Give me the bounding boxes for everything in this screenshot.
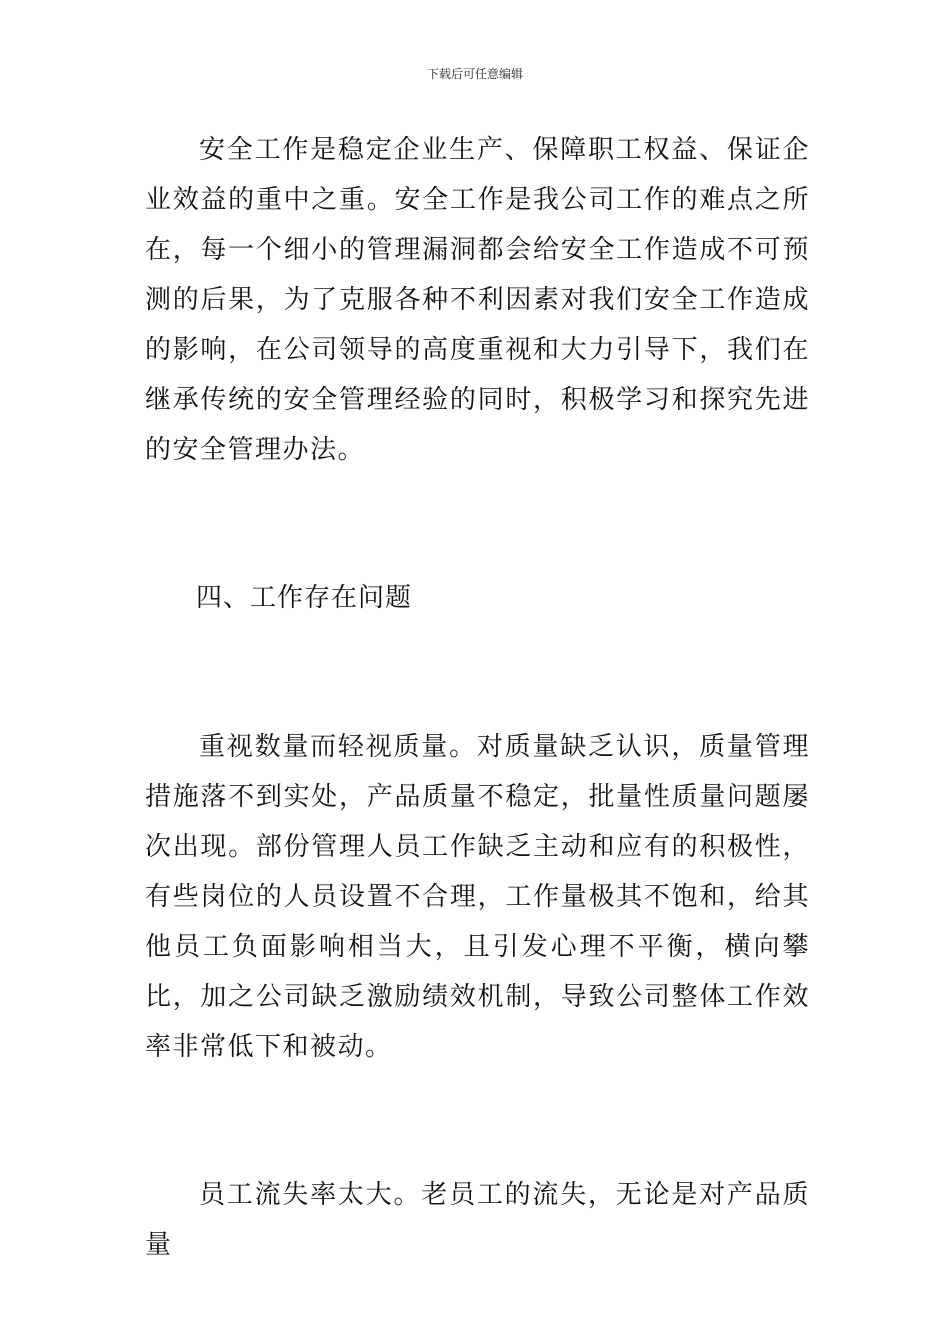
paragraph-quality: 重视数量而轻视质量。对质量缺乏认识，质量管理措施落不到实处，产品质量不稳定，批量性质量问题屡次出现。部份管理人员工作缺乏主动和应有的积极性，有些岗位的人员设置不合理，工作量极其不饱和，给其他员工负面影响相当大，且引发心理不平衡，横向攀比，加之公司缺乏激励绩效机制，导致公司整体工作效率非常低下和被动。 xyxy=(145,732,810,1062)
page-header: 下载后可任意编辑 xyxy=(426,67,523,81)
paragraph-turnover: 员工流失率太大。老员工的流失，无论是对产品质量 xyxy=(145,1180,810,1260)
section-heading: 四、工作存在问题 xyxy=(196,583,413,613)
paragraph-safety: 安全工作是稳定企业生产、保障职工权益、保证企业效益的重中之重。安全工作是我公司工作的难点之所在，每一个细小的管理漏洞都会给安全工作造成不可预测的后果，为了克服各种不利因素对我们安全工作造成的影响，在公司领导的高度重视和大力引导下，我们在继承传统的安全管理经验的同时，积极学习和探究先进的安全管理办法。 xyxy=(145,135,810,465)
